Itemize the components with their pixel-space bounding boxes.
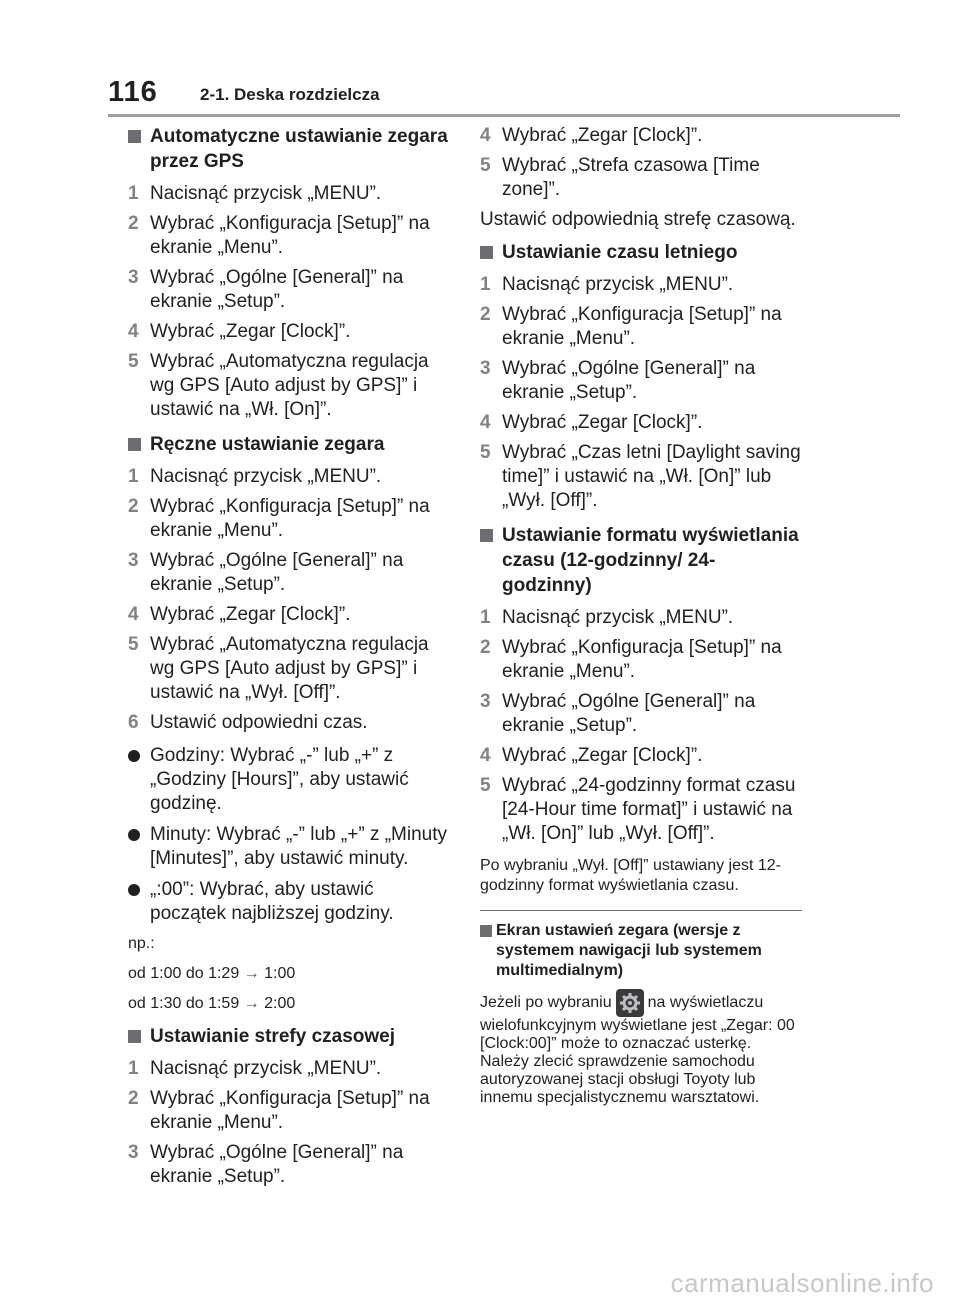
bullet-dot-icon xyxy=(128,884,140,896)
heading-dst: Ustawianie czasu letniego xyxy=(480,240,802,265)
arrow-right-icon: → xyxy=(243,965,260,982)
step: 6 Ustawić odpowiedni czas. xyxy=(128,712,368,733)
info-body: Jeżeli po wybraniu na wyświetlaczu wielofunkcyjnym wyświetlane jest „Zegar: 00 [Clock:00]” może to oznaczać usterkę. Należy zlecić sprawdzenie samochodu autoryzowanej stacji obsługi Toyoty lub innemu specjalistycznemu warsztatowi. xyxy=(480,989,802,1107)
step: 4 Wybrać „Zegar [Clock]”. xyxy=(480,745,703,766)
step: 1 Nacisnąć przycisk „MENU”. xyxy=(480,607,734,628)
left-column xyxy=(128,124,452,1195)
example-line: od 1:00 do 1:29 → 1:00 xyxy=(128,965,296,982)
step: 1 Nacisnąć przycisk „MENU”. xyxy=(480,274,734,295)
step: 4 Wybrać „Zegar [Clock]”. xyxy=(128,604,351,625)
list-item: Minuty: Wybrać „-” lub „+” z „Minuty [Minutes]”, aby ustawić minuty. xyxy=(128,823,452,871)
section-title: 2-1. Deska rozdzielcza xyxy=(200,85,380,104)
step: 2 Wybrać „Konfiguracja [Setup]” na ekranie „Menu”. xyxy=(480,304,782,349)
step: 5 Wybrać „Czas letni [Daylight saving time]” i ustawić na „Wł. [On]” lub „Wył. [Off]”. xyxy=(480,442,801,511)
step: 3 Wybrać „Ogólne [General]” na ekranie „Setup”. xyxy=(128,1142,404,1187)
step: 3 Wybrać „Ogólne [General]” na ekranie „Setup”. xyxy=(480,691,756,736)
square-bullet-icon xyxy=(480,246,493,259)
bullet-dot-icon xyxy=(128,829,140,841)
step: 2 Wybrać „Konfiguracja [Setup]” na ekranie „Menu”. xyxy=(480,637,782,682)
page-number: 116 xyxy=(108,76,158,108)
heading-format: Ustawianie formatu wyświetlania czasu (12-godzinny/ 24-godzinny) xyxy=(480,523,802,598)
heading-gps: Automatyczne ustawianie zegara przez GPS xyxy=(128,124,452,174)
format-note: Po wybraniu „Wył. [Off]” ustawiany jest 12-godzinny format wyświetlania czasu. xyxy=(480,857,781,894)
step: 5 Wybrać „Strefa czasowa [Time zone]”. xyxy=(480,155,760,200)
step: 1 Nacisnąć przycisk „MENU”. xyxy=(128,1058,382,1079)
watermark: carmanualsonline.info xyxy=(670,1268,934,1298)
step: 1 Nacisnąć przycisk „MENU”. xyxy=(128,183,382,204)
list-item: „:00”: Wybrać, aby ustawić początek najbliższej godziny. xyxy=(128,878,452,926)
square-bullet-icon xyxy=(128,130,141,143)
gear-icon xyxy=(616,989,644,1017)
heading-timezone: Ustawianie strefy czasowej xyxy=(128,1024,452,1049)
square-bullet-icon xyxy=(480,925,492,937)
example-label: np.: xyxy=(128,935,155,952)
step: 2 Wybrać „Konfiguracja [Setup]” na ekranie „Menu”. xyxy=(128,1088,430,1133)
square-bullet-icon xyxy=(480,529,493,542)
step: 2 Wybrać „Konfiguracja [Setup]” na ekranie „Menu”. xyxy=(128,496,430,541)
step: 3 Wybrać „Ogólne [General]” na ekranie „Setup”. xyxy=(128,550,404,595)
step: 4 Wybrać „Zegar [Clock]”. xyxy=(128,321,351,342)
step: 3 Wybrać „Ogólne [General]” na ekranie „Setup”. xyxy=(128,267,404,312)
heading-manual: Ręczne ustawianie zegara xyxy=(128,432,452,457)
step: 5 Wybrać „24-godzinny format czasu [24-Hour time format]” i ustawić na „Wł. [On]” lub „Wył. [Off]”. xyxy=(480,775,796,844)
page-header xyxy=(108,76,900,117)
step: 5 Wybrać „Automatyczna regulacja wg GPS [Auto adjust by GPS]” i ustawić na „Wył. [Off]”. xyxy=(128,634,429,703)
info-heading: Ekran ustawień zegara (wersje z systemem nawigacji lub systemem multimedialnym) xyxy=(480,921,802,981)
step: 4 Wybrać „Zegar [Clock]”. xyxy=(480,412,703,433)
closing-text: Ustawić odpowiednią strefę czasową. xyxy=(480,209,796,230)
step: 4 Wybrać „Zegar [Clock]”. xyxy=(480,125,703,146)
example-line: od 1:30 do 1:59 → 2:00 xyxy=(128,995,296,1012)
list-item: Godziny: Wybrać „-” lub „+” z „Godziny [Hours]”, aby ustawić godzinę. xyxy=(128,744,452,816)
bullet-dot-icon xyxy=(128,750,140,762)
step: 3 Wybrać „Ogólne [General]” na ekranie „Setup”. xyxy=(480,358,756,403)
step: 1 Nacisnąć przycisk „MENU”. xyxy=(128,466,382,487)
right-column xyxy=(480,124,802,1107)
step: 2 Wybrać „Konfiguracja [Setup]” na ekranie „Menu”. xyxy=(128,213,430,258)
step: 5 Wybrać „Automatyczna regulacja wg GPS [Auto adjust by GPS]” i ustawić na „Wł. [On]”. xyxy=(128,351,429,420)
square-bullet-icon xyxy=(128,1030,141,1043)
divider xyxy=(480,910,802,911)
arrow-right-icon: → xyxy=(243,995,260,1012)
square-bullet-icon xyxy=(128,438,141,451)
